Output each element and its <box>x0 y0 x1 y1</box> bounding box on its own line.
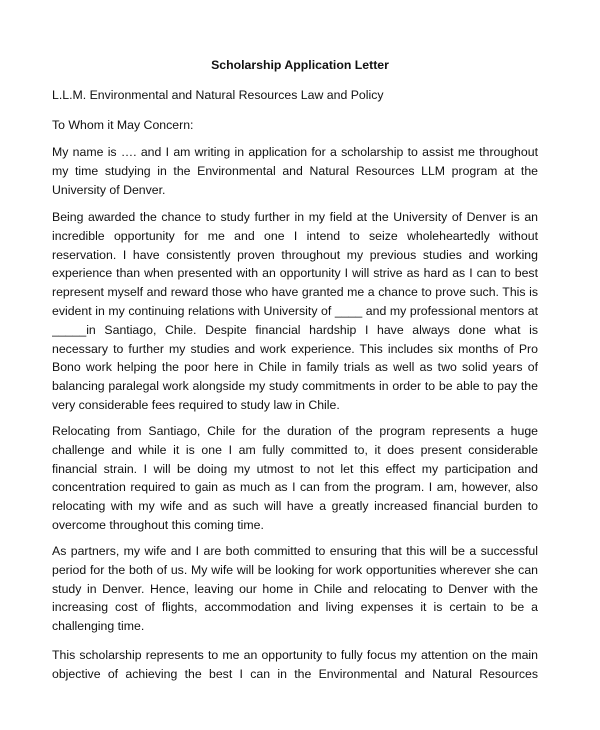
paragraph-line: _____in Santiago, Chile. Despite financial hardship I have always done what is <box>52 322 538 337</box>
paragraph-3 <box>52 422 538 535</box>
paragraph-line: My name is …. and I am writing in application for a scholarship to assist me throughout <box>52 145 538 159</box>
paragraph-line: overcome throughout this coming time. <box>52 517 264 532</box>
paragraph-5 <box>52 646 538 684</box>
paragraph-line: Being awarded the chance to study further in my field at the University of Denver is an <box>52 210 538 224</box>
paragraph-2 <box>52 208 538 415</box>
paragraph-line: increasing cost of flights, accommodation and living expenses it is certain to be a <box>52 600 538 615</box>
paragraph-line: necessary to further my studies and work experience. This includes six months of Pro <box>52 341 538 356</box>
paragraph-line: As partners, my wife and I are both committed to ensuring that this will be a successful <box>52 544 538 558</box>
paragraph-line: incredible opportunity for me and one I intend to seize wholeheartedly without <box>52 228 538 243</box>
paragraph-line: challenge and while it is one I am fully committed to, it does present considerable <box>52 442 538 457</box>
paragraph-line: Bono work helping the poor here in Chile in family trials as well as two solid years of <box>52 360 538 375</box>
paragraph-line: balancing paralegal work alongside my study commitments in order to be able to pay the <box>52 379 538 394</box>
paragraph-line: financial strain. I will be doing my utmost to not let this effect my participation and <box>52 461 538 476</box>
paragraph-line: study in Denver. Hence, leaving our home in Chile and relocating to Denver with the <box>52 581 538 596</box>
paragraph-line: challenging time. <box>52 619 145 634</box>
paragraph-line: relocating with my wife and as such will have a greatly increased financial burden to <box>52 499 538 514</box>
paragraph-line: objective of achieving the best I can in the Environmental and Natural Resources <box>52 666 538 681</box>
paragraph-4 <box>52 542 538 636</box>
document-title: Scholarship Application Letter <box>211 58 389 72</box>
paragraph-line: This scholarship represents to me an opportunity to fully focus my attention on the main <box>52 648 538 662</box>
salutation: To Whom it May Concern: <box>52 118 194 132</box>
paragraph-1 <box>52 143 538 199</box>
paragraph-line: Relocating from Santiago, Chile for the duration of the program represents a huge <box>52 424 538 438</box>
paragraph-line: period for the both of us. My wife will be looking for work opportunities wherever she can <box>52 562 538 577</box>
paragraph-line: reservation. I have consistently proven throughout my previous studies and working <box>52 247 538 262</box>
paragraph-line: very considerable fees required to study law in Chile. <box>52 397 340 412</box>
paragraph-line: University of Denver. <box>52 182 166 197</box>
paragraph-line: represent myself and reward those who have granted me a chance to prove such. This is <box>52 285 538 300</box>
paragraph-line: evident in my continuing relations with University of ____ and my professional mentors at <box>52 303 538 318</box>
paragraph-line: concentration required to gain as much as I can from the program. I am, however, also <box>52 480 538 495</box>
program-heading: L.L.M. Environmental and Natural Resources Law and Policy <box>52 88 384 102</box>
paragraph-line: experience than when presented with an opportunity I will strive as hard as I can to best <box>52 266 538 281</box>
paragraph-line: my time studying in the Environmental and Natural Resources LLM program at the <box>52 163 538 178</box>
